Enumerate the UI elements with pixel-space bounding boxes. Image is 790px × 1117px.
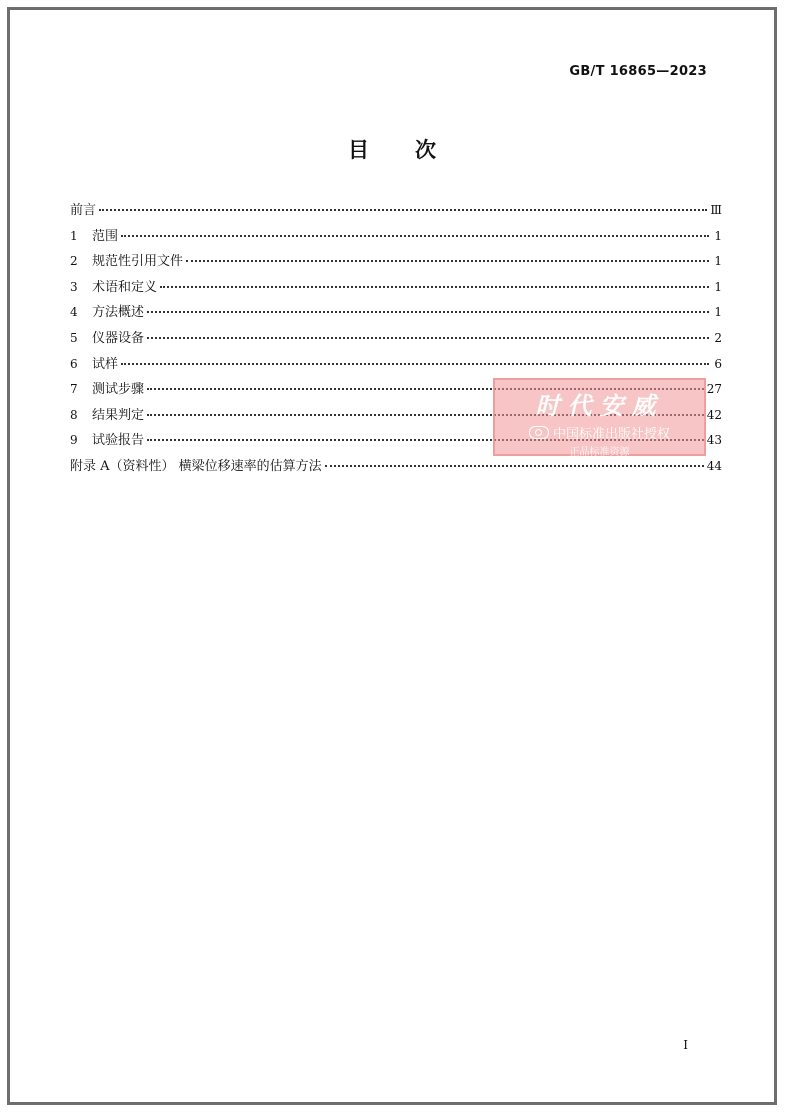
toc-leader [121, 235, 709, 237]
toc-label: 方法概述 [92, 305, 145, 321]
toc-number: 3 [70, 279, 78, 294]
toc-leader [186, 260, 709, 262]
toc-entry-specimen[interactable] [70, 352, 722, 378]
toc-label: 附录 A（资料性） 横梁位移速率的估算方法 [70, 458, 322, 474]
toc-number: 8 [70, 407, 78, 422]
toc-entry-terms[interactable] [70, 275, 722, 301]
toc-entry-method-overview[interactable] [70, 300, 722, 326]
toc-page: 44 [706, 458, 722, 473]
watermark-subtext: 正品标准资源 [569, 447, 630, 458]
toc-number: 2 [70, 254, 78, 269]
toc-number: 1 [70, 228, 78, 243]
toc-label: 范围 [92, 228, 119, 244]
page-number: I [683, 1038, 688, 1052]
toc-label: 结果判定 [92, 407, 145, 423]
toc-leader [147, 311, 709, 313]
toc-leader [325, 465, 704, 467]
toc-page: 1 [714, 228, 722, 243]
toc-page: Ⅲ [710, 203, 722, 217]
page-title [10, 134, 774, 164]
toc-number: 7 [70, 382, 78, 397]
toc-page: 27 [706, 382, 722, 397]
toc-number: 4 [70, 305, 78, 320]
toc-label: 试样 [92, 356, 119, 372]
toc-leader [160, 286, 709, 288]
toc-label: 术语和定义 [92, 279, 158, 295]
toc-label: 试验报告 [92, 433, 145, 449]
toc-leader [99, 209, 707, 211]
toc-label: 前言 [70, 203, 97, 218]
toc-page: 6 [714, 356, 722, 371]
toc-number: 5 [70, 330, 78, 345]
watermark-stamp [493, 378, 706, 456]
document-page [7, 7, 777, 1105]
toc-number: 6 [70, 356, 78, 371]
publisher-logo-icon [529, 426, 549, 439]
title-char-1: 目 [348, 138, 369, 162]
toc-entry-foreword[interactable] [70, 198, 722, 224]
toc-label: 仪器设备 [92, 330, 145, 346]
toc-entry-scope[interactable] [70, 224, 722, 250]
toc-page: 1 [714, 254, 722, 269]
watermark-brand: 时代安威 [535, 392, 664, 420]
toc-page: 43 [706, 433, 722, 448]
toc-leader [121, 363, 709, 365]
toc-number: 9 [70, 433, 78, 448]
toc-page: 2 [714, 330, 722, 345]
title-char-2: 次 [415, 138, 436, 162]
toc-page: 42 [706, 407, 722, 422]
toc-label: 测试步骤 [92, 382, 145, 398]
watermark-authorization: 中国标准出版社授权 [552, 427, 670, 442]
standard-code: GB/T 16865—2023 [569, 64, 707, 79]
toc-leader [147, 337, 709, 339]
toc-label: 规范性引用文件 [92, 254, 184, 270]
toc-page: 1 [714, 279, 722, 294]
toc-page: 1 [714, 305, 722, 320]
toc-entry-normative-references[interactable] [70, 249, 722, 275]
toc-entry-apparatus[interactable] [70, 326, 722, 352]
